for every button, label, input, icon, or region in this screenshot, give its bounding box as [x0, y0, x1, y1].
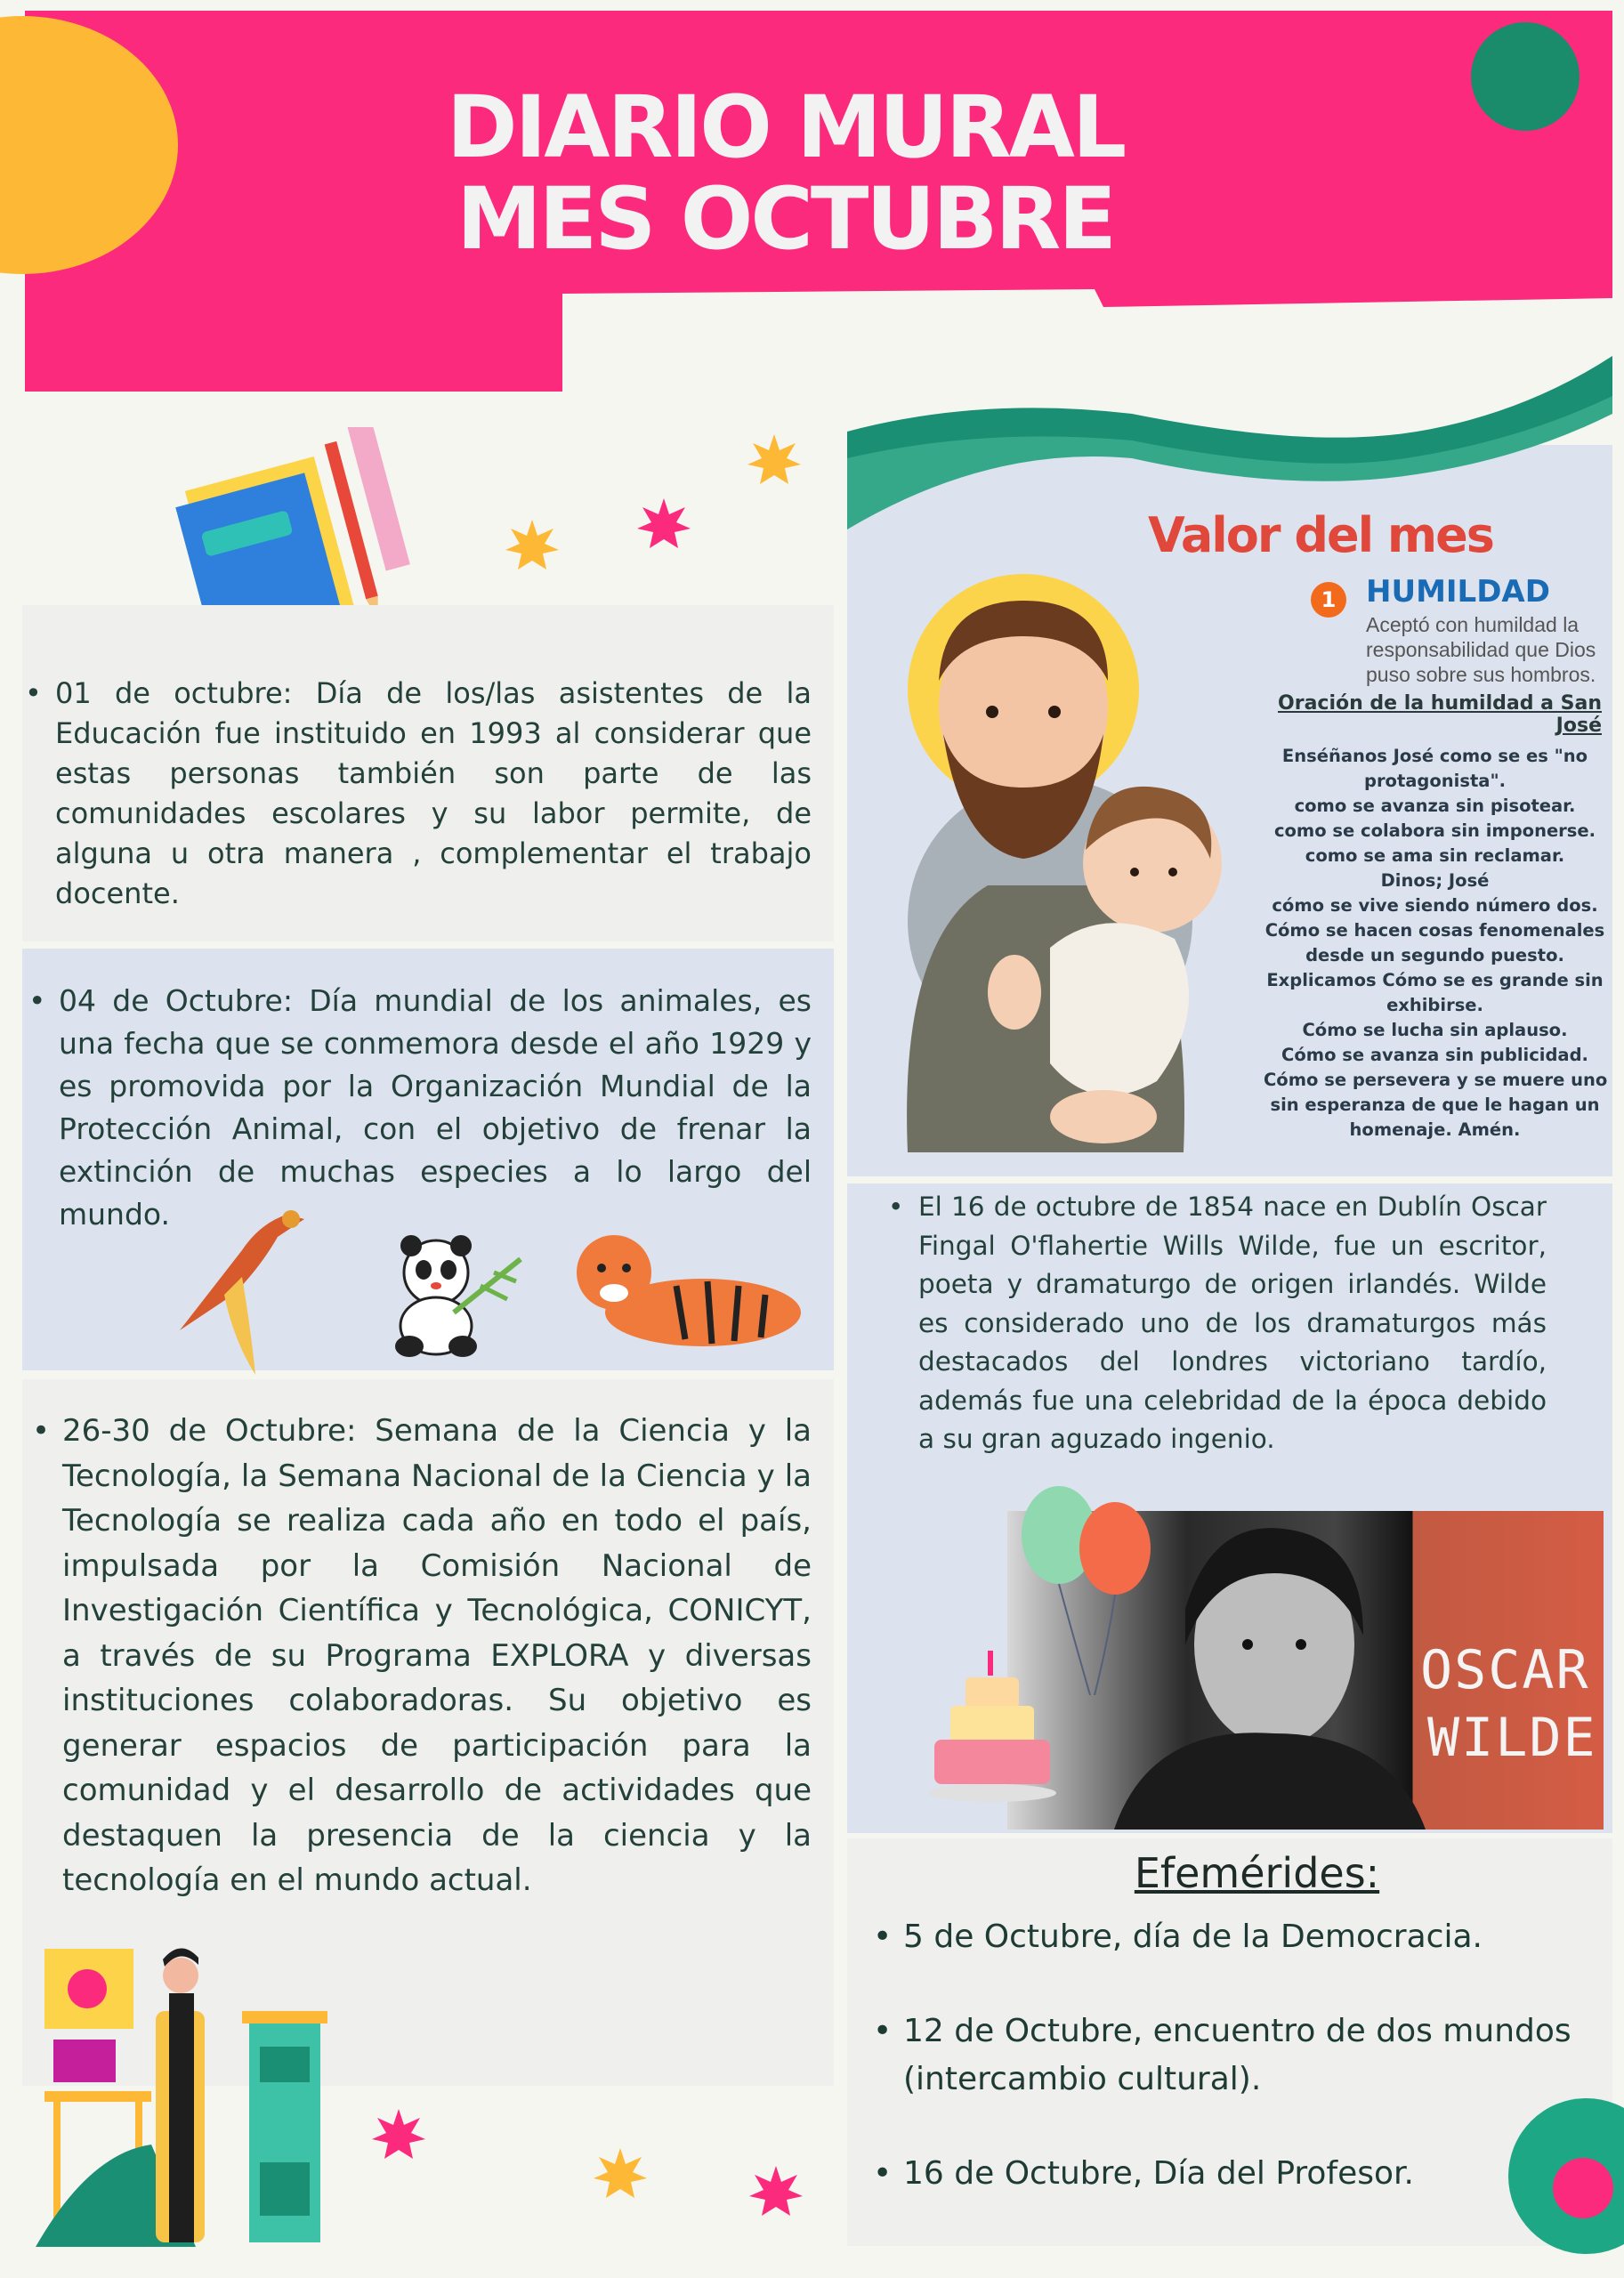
cake-illustration	[925, 1651, 1059, 1811]
prayer-line: cómo se vive siendo número dos.	[1272, 895, 1598, 916]
prayer-line: sin esperanza de que le hagan un	[1270, 1095, 1600, 1115]
green-wave-decoration	[847, 351, 1612, 529]
panda-illustration	[374, 1232, 525, 1357]
efemeride-item: • 5 de Octubre, día de la Democracia.	[903, 1913, 1606, 1961]
prayer-line: exhibirse.	[1386, 995, 1483, 1015]
prayer-line: Explicamos Cómo se es grande sin	[1266, 970, 1604, 990]
item-wilde: • El 16 de octubre de 1854 nace en Dublín Oscar Fingal O'flahertie Wills Wilde, fue un escritor, poeta y dramaturgo de origen irlandés. Wilde es considerado uno de los dramaturgos más destacados del londres victoriano tardío, además fue una celebridad de la época debido a su gran aguzado ingenio.	[918, 1188, 1547, 1459]
efemerides-list	[903, 1913, 1606, 2244]
sun-star-icon	[505, 520, 559, 573]
pink-star-icon	[372, 2109, 425, 2162]
bird-illustration	[171, 1197, 322, 1375]
efemerides-title: Efemérides:	[1134, 1849, 1380, 1897]
valor-title: Valor del mes	[1148, 507, 1493, 563]
pink-circle-decoration	[1553, 2158, 1613, 2218]
pink-star-icon	[749, 2166, 803, 2219]
prayer-title: Oración de la humildad a San José	[1278, 692, 1602, 737]
prayer-line: como se ama sin reclamar.	[1305, 845, 1565, 866]
prayer-line: Cómo se avanza sin publicidad.	[1281, 1045, 1588, 1065]
item-animales: • 04 de Octubre: Día mundial de los animales, es una fecha que se conmemora desde el año 1929 y es promovida por la Organización Mundial de la Protección Animal, con el objetivo de frenar la extinción de muchas especies a lo largo del mundo.	[59, 980, 812, 1236]
photo-caption-wilde: WILDE	[1427, 1707, 1597, 1769]
efemeride-item: • 16 de Octubre, Día del Profesor.	[903, 2150, 1606, 2198]
prayer-text	[1264, 744, 1606, 1143]
scientist-illustration	[36, 1940, 329, 2247]
prayer-line: homenaje. Amén.	[1349, 1119, 1521, 1140]
value-description: Aceptó con humildad la responsabilidad que Dios puso sobre sus hombros.	[1366, 613, 1596, 686]
prayer-line: Enséñanos José como se es "no	[1281, 746, 1588, 766]
prayer-line: Cómo se persevera y se muere uno	[1264, 1070, 1608, 1090]
prayer-line: Dinos; José	[1380, 870, 1490, 891]
value-name: HUMILDAD	[1366, 574, 1550, 610]
prayer-line: Cómo se lucha sin aplauso.	[1302, 1020, 1568, 1040]
prayer-line: protagonista".	[1363, 771, 1507, 791]
prayer-line: desde un segundo puesto.	[1305, 945, 1564, 965]
value-number-badge: 1	[1311, 582, 1346, 618]
pink-star-icon	[637, 498, 691, 552]
title-line-1: DIARIO MURAL	[446, 77, 1125, 177]
prayer-line: como se colabora sin imponerse.	[1273, 820, 1596, 841]
item-ciencia: • 26-30 de Octubre: Semana de la Ciencia y la Tecnología, la Semana Nacional de la Ciencia y la Tecnología se realiza cada año en todo el país, impulsada por la Comisión Nacional de Investigación Científica y Tecnológica, CONICYT, a través de su Programa EXPLORA y diversas instituciones colaboradoras. Su objetivo es generar espacios de participación para la comunidad y el desarrollo de actividades que destaquen la presencia de la ciencia y la tecnología en el mundo actual.	[62, 1409, 812, 1903]
sun-star-icon	[747, 434, 801, 488]
prayer-line: como se avanza sin pisotear.	[1294, 796, 1576, 816]
title-line-2: MES OCTUBRE	[456, 169, 1114, 269]
sun-star-icon	[594, 2148, 647, 2201]
tiger-illustration	[570, 1224, 810, 1357]
efemeride-item: • 12 de Octubre, encuentro de dos mundos (intercambio cultural).	[903, 2007, 1606, 2104]
item-asistentes: • 01 de octubre: Día de los/las asistentes de la Educación fue instituido en 1993 al considerar que estas personas también son parte de las comunidades escolares y su labor permite, de alguna u otra manera , complementar el trabajo docente.	[55, 674, 812, 914]
photo-caption-oscar: OSCAR	[1420, 1639, 1590, 1701]
saint-joseph-illustration	[890, 565, 1264, 1152]
prayer-line: Cómo se hacen cosas fenomenales	[1264, 920, 1605, 941]
